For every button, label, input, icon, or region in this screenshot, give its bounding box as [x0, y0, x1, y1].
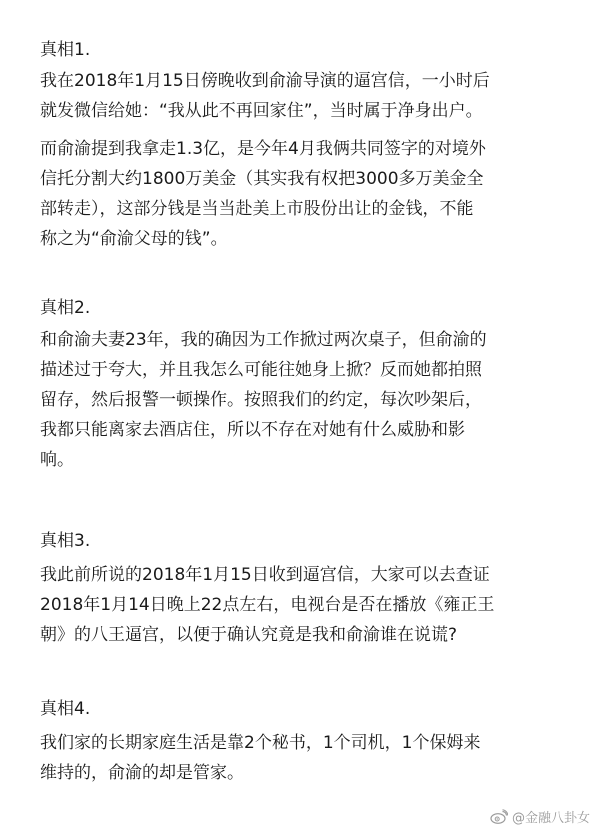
- section-2-paragraph-1: [40, 325, 568, 475]
- text-line: 我此前所说的2018年1月15日收到逼宫信，大家可以去查证: [40, 565, 490, 585]
- text-line: 而俞渝提到我拿走1.3亿，是今年4月我俩共同签字的对境外: [40, 139, 486, 159]
- text-line: 我们家的长期家庭生活是靠2个秘书，1个司机，1个保姆来: [40, 733, 481, 753]
- text-line: 2018年1月14日晚上22点左右，电视台是否在播放《雍正王: [40, 595, 495, 615]
- watermark: [490, 807, 590, 826]
- text-line: 留存，然后报警一顿操作。按照我们的约定，每次吵架后，: [40, 390, 482, 410]
- text-line: 维持的，俞渝的却是管家。: [40, 763, 244, 783]
- section-4-paragraph-1: [40, 728, 568, 788]
- text-line: 朝》的八王逼宫，以便于确认究竟是我和俞渝谁在说谎?: [40, 625, 458, 645]
- section-3-heading: 真相3.: [40, 531, 91, 551]
- weibo-icon: [490, 809, 508, 824]
- section-4-heading: 真相4.: [40, 699, 91, 719]
- text-line: 我都只能离家去酒店住，所以不存在对她有什么威胁和影: [40, 420, 465, 440]
- text-line: 响。: [40, 450, 74, 470]
- section-2-heading: 真相2.: [40, 298, 91, 318]
- text-line: 就发微信给她：“我从此不再回家住”，当时属于净身出户。: [40, 101, 483, 121]
- text-line: 描述过于夸大，并且我怎么可能往她身上掀？反而她都拍照: [40, 360, 482, 380]
- section-1-paragraph-2: [40, 134, 568, 254]
- text-line: 信托分割大约1800万美金（其实我有权把3000多万美金全: [40, 169, 484, 189]
- section-1-heading: 真相1.: [40, 40, 91, 60]
- text-line: 和俞渝夫妻23年，我的确因为工作掀过两次桌子，但俞渝的: [40, 330, 487, 350]
- watermark-text: @金融八卦女: [511, 811, 590, 826]
- text-line: 我在2018年1月15日傍晚收到俞渝导演的逼宫信，一小时后: [40, 71, 490, 91]
- section-3-paragraph-1: [40, 560, 568, 650]
- text-line: 称之为“俞渝父母的钱”。: [40, 229, 228, 249]
- text-line: 部转走），这部分钱是当当赴美上市股份出让的金钱，不能: [40, 199, 474, 219]
- section-1-paragraph-1: [40, 66, 568, 126]
